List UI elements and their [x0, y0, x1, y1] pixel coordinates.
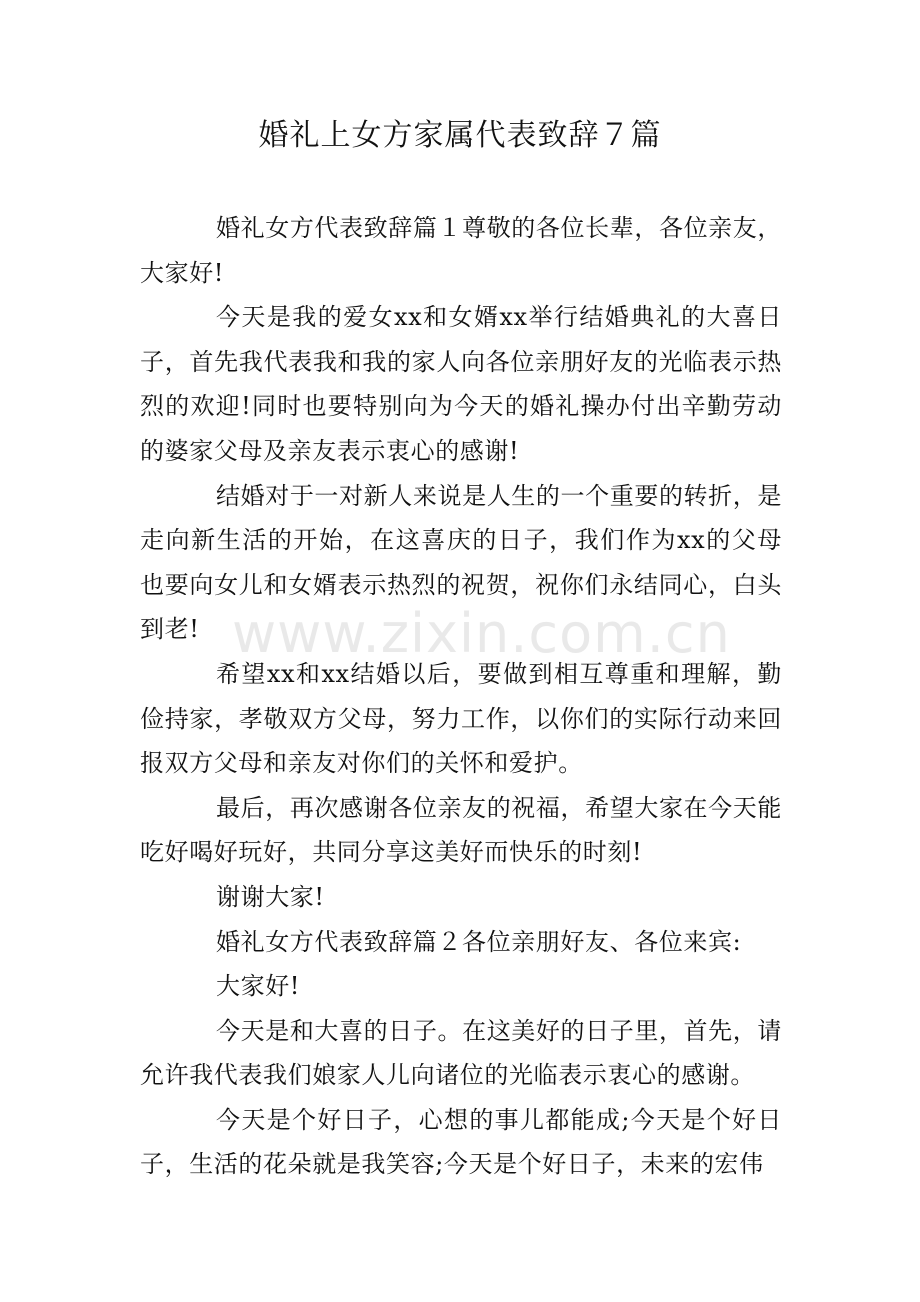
document-body: [140, 206, 782, 1187]
watermark: www.zixin.com.cn: [232, 602, 731, 665]
paragraph: 今天是我的爱女xx和女婿xx举行结婚典礼的大喜日子，首先我代表我和我的家人向各位亲朋好友的光临表示热烈的欢迎!同时也要特别向为今天的婚礼操办付出辛勤劳动的婆家父母及亲友表示衷心的感谢!: [140, 303, 782, 465]
paragraph-text: 各位亲朋好友、各位来宾:: [462, 927, 742, 956]
paragraph: 谢谢大家!: [216, 882, 325, 911]
paragraph: 今天是和大喜的日子。在这美好的日子里，首先，请允许我代表我们娘家人儿向诸位的光临表示衷心的感谢。: [140, 1016, 782, 1090]
paragraph: 今天是个好日子，心想的事儿都能成;今天是个好日子，生活的花朵就是我笑容;今天是个好日子，未来的宏伟: [140, 1105, 782, 1179]
paragraph: 结婚对于一对新人来说是人生的一个重要的转折，是走向新生活的开始，在这喜庆的日子，我们作为xx的父母也要向女儿和女婿表示热烈的祝贺，祝你们永结同心，白头到老!: [140, 481, 782, 644]
section-heading: 婚礼女方代表致辞篇２: [216, 927, 462, 956]
paragraph-text: 尊敬的各位长辈，各位亲友，大家好!: [140, 214, 782, 287]
paragraph: 大家好!: [216, 972, 301, 1001]
paragraph: 希望xx和xx结婚以后，要做到相互尊重和理解，勤俭持家，孝敬双方父母，努力工作，以你们的实际行动来回报双方父母和亲友对你们的关怀和爱护。: [140, 659, 782, 778]
section-heading: 婚礼女方代表致辞篇１: [216, 214, 463, 242]
paragraph: 最后，再次感谢各位亲友的祝福，希望大家在今天能吃好喝好玩好，共同分享这美好而快乐的时刻!: [140, 793, 782, 867]
section-heading-paragraph: [140, 920, 782, 965]
section-heading-paragraph: [140, 206, 782, 295]
document-title: 婚礼上女方家属代表致辞７篇: [258, 118, 662, 153]
